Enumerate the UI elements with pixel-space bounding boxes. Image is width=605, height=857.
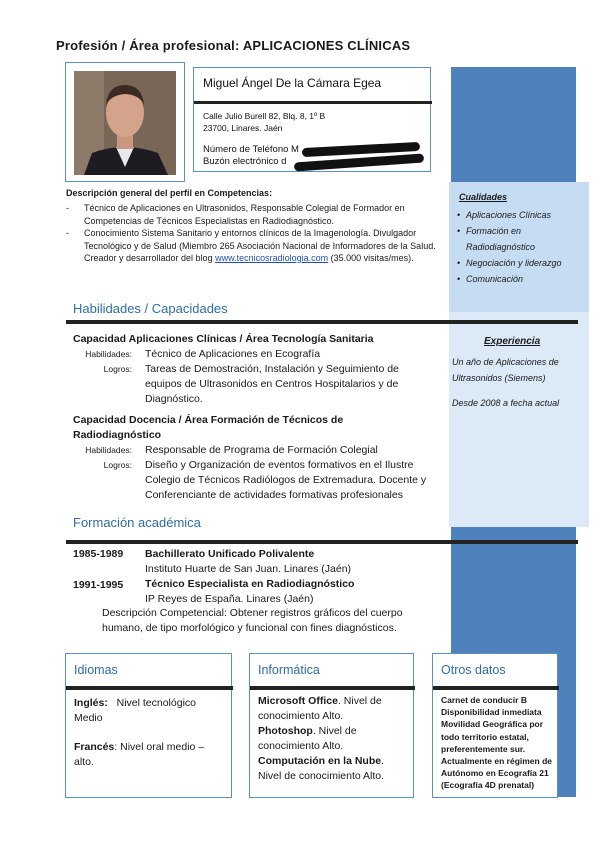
languages-heading: Idiomas — [74, 663, 118, 677]
blog-link[interactable]: www.tecnicosradiologia.com — [215, 253, 329, 263]
language-french: Francés: Nivel oral medio – alto. — [74, 741, 205, 768]
education-title: Bachillerato Unificado Polivalente — [145, 548, 315, 560]
photo-frame — [65, 62, 185, 182]
skill-block-title: Capacidad Docencia / Área Formación de Técnicos de Radiodiagnóstico — [73, 414, 344, 441]
box-rule — [66, 686, 233, 690]
achievement-value: Diseño y Organización de eventos formativos en el Ilustre Colegio de Técnicos Radiólogos de Extremadura. Docente y Conferenciante de actividades formativas profesionales — [145, 459, 427, 501]
description-item: - Técnico de Aplicaciones en Ultrasonidos, Responsable Colegial de Formador en Competencias de Técnicos Especialistas en Radiodiagnóstico. — [66, 202, 446, 227]
experience-text: Un año de Aplicaciones de Ultrasonidos (Siemens) Desde 2008 a fecha actual — [452, 357, 560, 408]
skill-label: Habilidades: — [85, 349, 132, 359]
profile-photo — [74, 71, 176, 175]
page-title — [56, 38, 410, 53]
quality-item: • Comunicación — [457, 271, 562, 287]
it-heading: Informática — [258, 663, 320, 677]
other-heading: Otros datos — [441, 663, 506, 677]
education-years: 1991-1995 — [73, 579, 124, 591]
education-place: Instituto Huarte de San Juan. Linares (Jaén) — [145, 563, 352, 575]
phone-label: Número de Teléfono M — [203, 144, 299, 155]
education-description: Descripción Competencial: Obtener registros gráficos del cuerpo humano, de tipo morfológico y funcional con fines diagnósticos. — [102, 607, 403, 634]
skill-value: Técnico de Aplicaciones en Ecografía — [145, 348, 321, 360]
identity-box — [193, 67, 431, 172]
qualities-title: Cualidades — [459, 192, 508, 202]
qualities-list — [457, 207, 562, 287]
person-name: Miguel Ángel De la Cámara Egea — [203, 76, 382, 90]
quality-item: • Formación en — [457, 223, 562, 239]
section-rule — [66, 540, 578, 544]
address — [203, 110, 325, 134]
it-skills: Microsoft Office. Nivel de conocimiento Alto. Photoshop. Nivel de conocimiento Alto. Computación en la Nube. Nivel de conocimiento Alto. — [258, 695, 385, 782]
education-years: 1985-1989 — [73, 548, 124, 560]
box-rule — [433, 686, 559, 690]
quality-item: • Negociación y liderazgo — [457, 255, 562, 271]
achievement-label: Logros: — [103, 460, 132, 470]
profile-description-list — [66, 202, 446, 265]
achievement-label: Logros: — [103, 364, 132, 374]
education-place: IP Reyes de España. Linares (Jaén) — [145, 593, 314, 605]
experience-title: Experiencia — [484, 336, 541, 347]
section-rule — [66, 320, 578, 324]
quality-item-cont: Radiodiagnóstico — [466, 242, 536, 252]
other-text: Carnet de conducir B Disponibilidad inmediata Movilidad Geográfica por todo territorio estatal, preferentemente sur. Actualmente en régimen de Autónomo en Ecografía 21 (Ecografía 4D prenatal) — [441, 695, 553, 791]
skills-heading: Habilidades / Capacidades — [73, 301, 228, 316]
profile-description-title: Descripción general del perfil en Competencias: — [66, 188, 273, 198]
other-box — [432, 653, 558, 798]
title-main: APLICACIONES CLÍNICAS — [242, 38, 411, 53]
quality-item: • Aplicaciones Clínicas — [457, 207, 562, 223]
education-title: Técnico Especialista en Radiodiagnóstico — [145, 578, 355, 590]
address-line-1: Calle Julio Burell 82, Blq. 8, 1º B — [203, 111, 326, 121]
box-rule — [250, 686, 415, 690]
skill-value: Responsable de Programa de Formación Colegial — [145, 444, 378, 456]
contact-info — [203, 144, 299, 168]
skill-label: Habilidades: — [85, 445, 132, 455]
divider — [194, 101, 432, 104]
title-prefix: Profesión / Área profesional: — [56, 38, 243, 53]
education-heading: Formación académica — [73, 515, 201, 530]
achievement-value: Tareas de Demostración, Instalación y Seguimiento de equipos de Ultrasonidos en Centros Hospitalarios y de Diagnóstico. — [145, 363, 399, 405]
address-line-2: 23700, Linares. Jaén — [203, 123, 283, 133]
description-item: - Conocimiento Sistema Sanitario y entornos clínicos de la Imagenología. Divulgador Tecnológico y de Salud (Miembro 265 Asociación Nacional de Informadores de la Salud. Creador y desarrollador del blog www.tecnicosradiologia.com (35.000 visitas/mes). — [66, 227, 446, 265]
language-english: Inglés: Nivel tecnológico Medio — [74, 697, 196, 724]
skill-block-title: Capacidad Aplicaciones Clínicas / Área Tecnología Sanitaria — [73, 333, 374, 345]
it-box — [249, 653, 414, 798]
email-label: Buzón electrónico d — [203, 156, 287, 167]
languages-box — [65, 653, 232, 798]
